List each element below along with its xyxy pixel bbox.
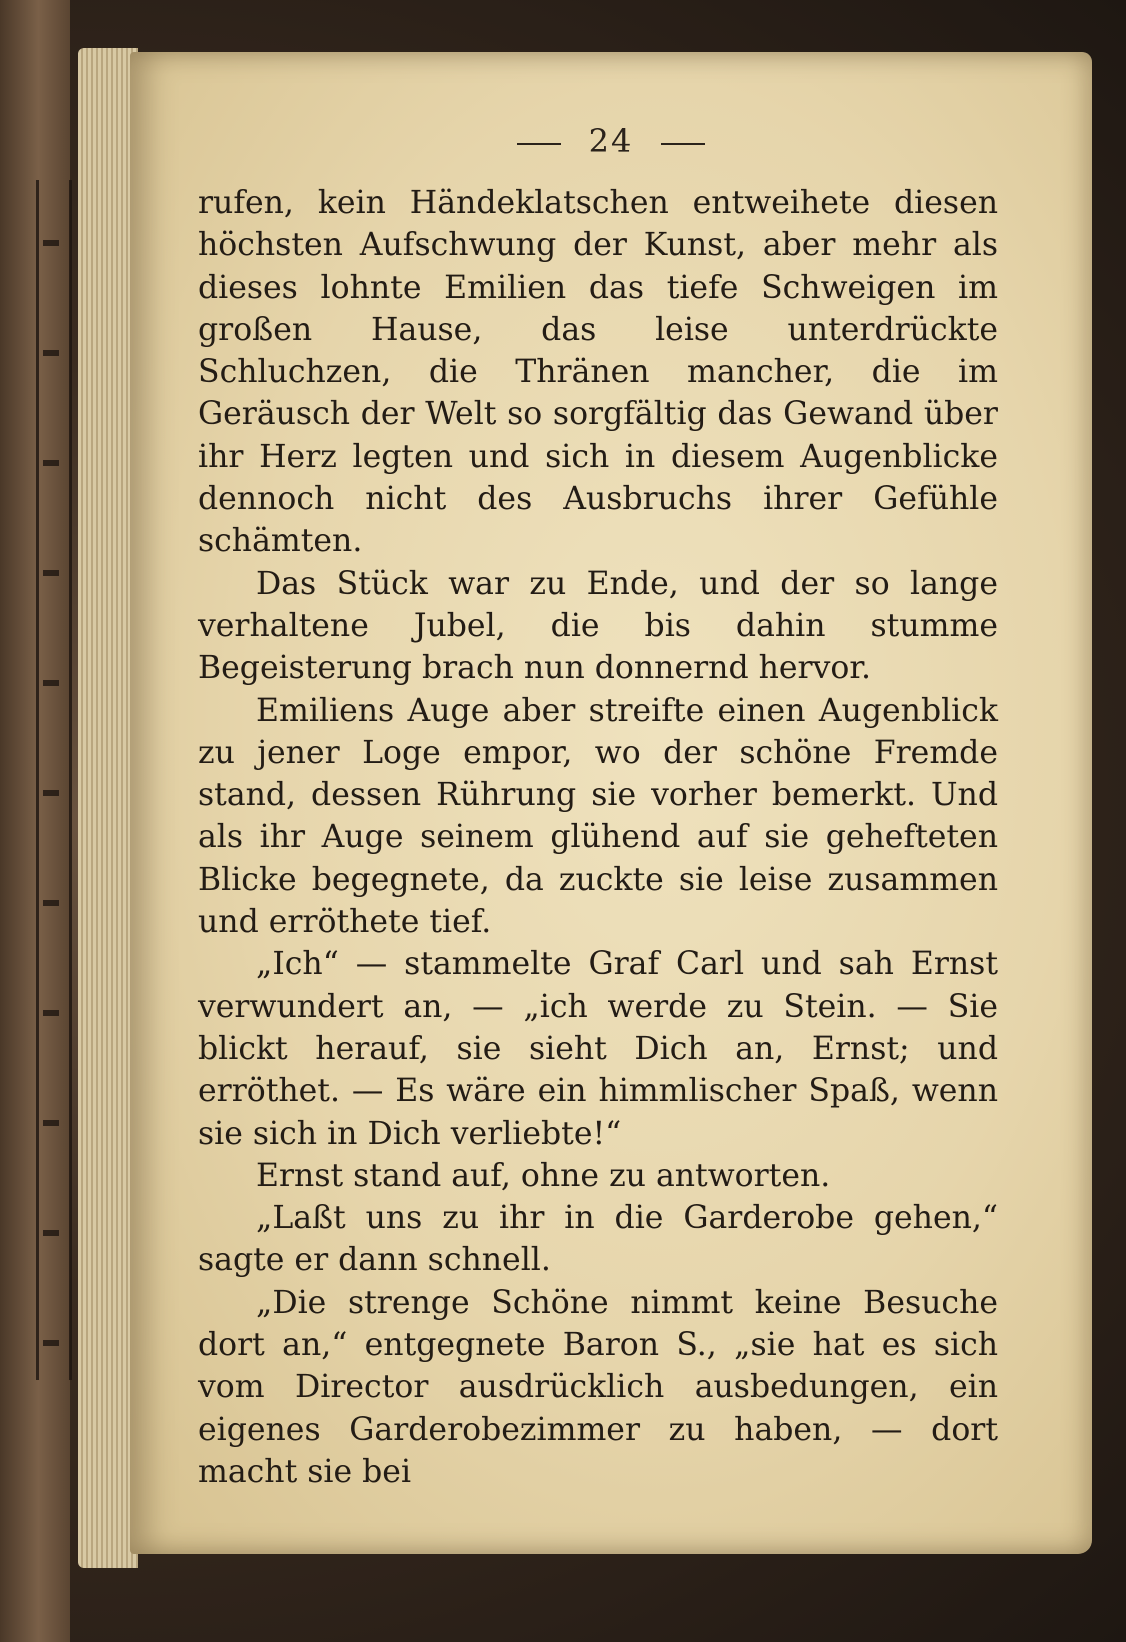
paragraph-3: Emiliens Auge aber streifte einen Augenblick zu jener Loge empor, wo der schöne Fremde stand, dessen Rührung sie vorher bemerkt. Und als ihr Auge seinem glühend auf sie gehefteten Blicke begegnete, da zuckte sie leise zusammen und erröthete tief. <box>198 692 998 941</box>
paragraph-4: „Ich“ — stammelte Graf Carl und sah Ernst verwundert an, — „ich werde zu Stein. — Sie blickt herauf, sie sieht Dich an, Ernst; und erröthet. — Es wäre ein himmlischer Spaß, wenn sie sich in Dich verliebte!“ <box>198 946 998 1152</box>
page-text <box>198 182 998 1493</box>
book-page <box>130 52 1092 1554</box>
paragraph-2: Das Stück war zu Ende, und der so lange verhaltene Jubel, die bis dahin stumme Begeisterung brach nun donnernd hervor. <box>198 565 998 687</box>
book-spine <box>0 0 70 1642</box>
page-number <box>130 122 1092 160</box>
page-number-value: 24 <box>588 122 634 160</box>
paragraph-6: „Laßt uns zu ihr in die Garderobe gehen,“ sagte er dann schnell. <box>198 1200 998 1279</box>
paragraph-5: Ernst stand auf, ohne zu antworten. <box>256 1157 831 1194</box>
spine-ornament <box>36 180 72 1380</box>
paragraph-1: rufen, kein Händeklatschen entweihete diesen höchsten Aufschwung der Kunst, aber mehr als dieses lohnte Emilien das tiefe Schweigen im großen Hause, das leise unterdrückte Schluchzen, die Thränen mancher, die im Geräusch der Welt so sorgfältig das Gewand über ihr Herz legten und sich in diesem Augenblicke dennoch nicht des Ausbruchs ihrer Gefühle schämten. <box>198 185 998 560</box>
page-number-dash-left <box>517 143 561 145</box>
page-number-dash-right <box>661 143 705 145</box>
page-edges <box>78 48 138 1568</box>
paragraph-7: „Die strenge Schöne nimmt keine Besuche dort an,“ entgegnete Baron S., „sie hat es sich vom Director ausdrücklich ausbedungen, ein eigenes Garderobezimmer zu haben, — dort macht sie bei <box>198 1284 998 1490</box>
